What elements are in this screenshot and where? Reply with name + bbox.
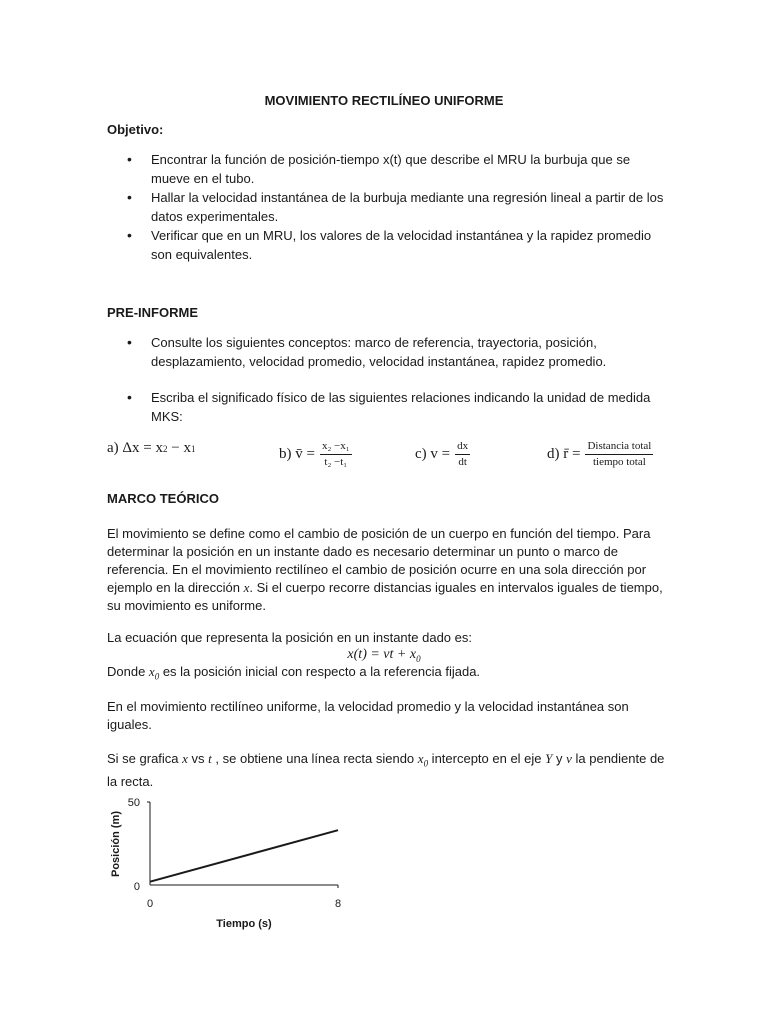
formula-c: c) v = $\frac{dx}{dt}$: [415, 440, 469, 468]
objetivo-heading: Objetivo:: [107, 122, 164, 137]
page-title: MOVIMIENTO RECTILÍNEO UNIFORME: [264, 93, 504, 108]
y-axis-label: Posición (m): [110, 810, 122, 878]
y-tick-label-bottom: 0: [133, 881, 140, 893]
x-axis-label: Tiempo (s): [216, 918, 272, 930]
list-item: • Encontrar la función de posición-tiempo x(t) que describe el MRU la burbuja que se mueve en el tubo.: [107, 150, 667, 188]
marco-paragraph-5: Si se grafica x vs t , se obtiene una línea recta siendo $x_0$ intercepto en el eje Y y v la pendiente de la recta.: [107, 751, 665, 789]
marco-paragraph-1: El movimiento se define como el cambio de posición de un cuerpo en función del tiempo. Para determinar la posición en un instante dado es necesario determinar un punto o marco de referencia. En el movimiento rectilíneo el cambio de posición ocurre en una sola dirección por ejemplo en la dirección x. Si el cuerpo recorre distancias iguales en intervalos iguales de tiempo, su movimiento es uniforme.: [107, 526, 663, 613]
list-item: • Consulte los siguientes conceptos: marco de referencia, trayectoria, posición, desplazamiento, velocidad promedio, velocidad instantánea, rapidez promedio.: [107, 333, 667, 371]
objetivo-list: [107, 150, 667, 264]
formula-a: a) Δx = x 2 − x 1: [107, 440, 196, 456]
list-item: • Escriba el significado físico de las siguientes relaciones indicando la unidad de medida MKS:: [107, 388, 667, 426]
marco-paragraph-2: La ecuación que representa la posición en un instante dado es:: [107, 630, 472, 645]
position-equation: x(t) = vt + $x_0$: [347, 647, 421, 664]
y-tick-label-top: 50: [127, 797, 140, 809]
series-line: [150, 830, 338, 881]
marco-paragraph-4: En el movimiento rectilíneo uniforme, la velocidad promedio y la velocidad instantánea son iguales.: [107, 699, 629, 732]
x-tick-label-left: 0: [146, 898, 154, 910]
marco-paragraph-3: Donde $x_0$ es la posición inicial con respecto a la referencia fijada.: [107, 664, 481, 682]
list-item: • Verificar que en un MRU, los valores de la velocidad instantánea y la rapidez promedio son equivalentes.: [107, 226, 667, 264]
marco-heading: MARCO TEÓRICO: [107, 491, 219, 506]
x-tick-label-right: 8: [334, 898, 342, 910]
preinforme-list: [107, 333, 667, 426]
position-time-chart: [105, 790, 355, 940]
list-item: • Hallar la velocidad instantánea de la burbuja mediante una regresión lineal a partir de los datos experimentales.: [107, 188, 667, 226]
preinforme-heading: PRE-INFORME: [107, 305, 198, 320]
formula-b: b) v̄ = $\frac{\text{x₂ −x₁}}{\text{t₂ −t₁}}$: [279, 440, 350, 468]
formula-d: d) r̄ = $\frac{\text{Distancia total}}{\text{tiempo total}}$: [547, 440, 652, 468]
